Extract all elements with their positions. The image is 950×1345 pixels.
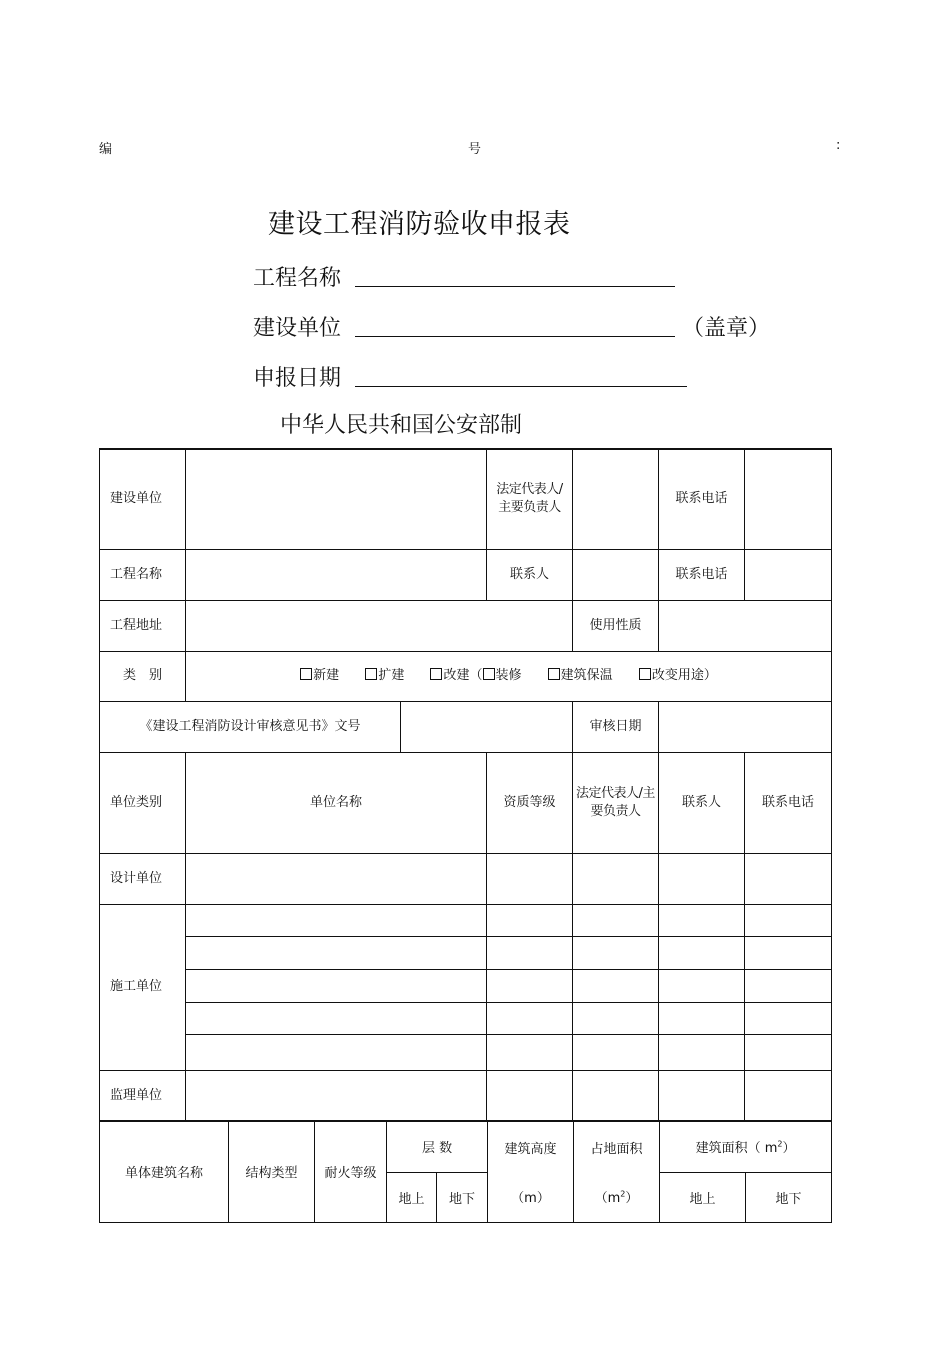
option-label: 建筑保温 <box>560 668 613 683</box>
report-date-label: 申报日期 <box>253 366 342 391</box>
phone-value[interactable] <box>745 449 832 549</box>
floors-above-header: 地上 <box>387 1172 437 1222</box>
serial-label-char-2: 号 <box>468 142 482 157</box>
checkbox-icon <box>300 668 312 680</box>
phone-value-2[interactable] <box>745 549 832 600</box>
design-unit-label: 设计单位 <box>100 853 186 904</box>
option-change-use[interactable] <box>639 668 717 683</box>
project-name-line[interactable] <box>355 286 675 287</box>
option-label: 装修 <box>495 668 522 683</box>
supervision-unit-rep[interactable] <box>573 1070 659 1121</box>
contact-value[interactable] <box>573 549 659 600</box>
table-row <box>100 904 832 936</box>
stamp-note: （盖章） <box>682 316 771 341</box>
unit-rep-header <box>573 752 659 853</box>
legal-rep-line2: 主要负责人 <box>498 500 561 516</box>
table-row <box>100 651 832 701</box>
project-address-label: 工程地址 <box>100 600 186 651</box>
table-row <box>100 853 832 904</box>
option-label: 新建 <box>313 668 340 683</box>
table-row <box>100 701 832 752</box>
legal-rep-label <box>487 449 573 549</box>
checkbox-icon <box>365 668 377 680</box>
fire-rating-header: 耐火等级 <box>315 1121 387 1222</box>
table-row <box>100 1002 832 1034</box>
option-insulation[interactable] <box>548 668 613 683</box>
contact-label: 联系人 <box>487 549 573 600</box>
contractor-rep[interactable] <box>573 1034 659 1070</box>
contractor-phone[interactable] <box>745 1034 832 1070</box>
legal-rep-value[interactable] <box>573 449 659 549</box>
building-area-header <box>660 1121 832 1172</box>
checkbox-icon <box>548 668 560 680</box>
unit-name-header: 单位名称 <box>186 752 487 853</box>
category-label: 类 别 <box>100 651 186 701</box>
floors-below-header: 地下 <box>437 1172 488 1222</box>
contractor-contact[interactable] <box>659 969 745 1002</box>
report-date-line[interactable] <box>355 386 687 387</box>
building-area-close: ） <box>782 1141 796 1157</box>
supervision-unit-name[interactable] <box>186 1070 487 1121</box>
project-name-cell-label: 工程名称 <box>100 549 186 600</box>
supervision-unit-contact[interactable] <box>659 1070 745 1121</box>
contractor-rep[interactable] <box>573 1002 659 1034</box>
design-unit-phone[interactable] <box>745 853 832 904</box>
construction-unit-label: 建设单位 <box>253 316 342 341</box>
contractor-name[interactable] <box>186 1002 487 1034</box>
unit-rep-line1: 法定代表人/主 <box>576 785 655 801</box>
land-area-header: 占地面积 <box>574 1121 660 1172</box>
area-below-header: 地下 <box>746 1172 832 1222</box>
supervision-unit-grade[interactable] <box>487 1070 573 1121</box>
table-row <box>100 752 832 853</box>
contractor-grade[interactable] <box>487 936 573 969</box>
usage-nature-label: 使用性质 <box>573 600 659 651</box>
table-row <box>100 600 832 651</box>
table-row <box>100 969 832 1002</box>
category-options <box>186 651 832 701</box>
checkbox-icon <box>639 668 651 680</box>
phone-label-2: 联系电话 <box>659 549 745 600</box>
project-address-value[interactable] <box>186 600 573 651</box>
building-name-header: 单体建筑名称 <box>100 1121 229 1222</box>
design-unit-rep[interactable] <box>573 853 659 904</box>
contractor-phone[interactable] <box>745 904 832 936</box>
design-unit-grade[interactable] <box>487 853 573 904</box>
contractor-rep[interactable] <box>573 904 659 936</box>
table-row <box>100 549 832 600</box>
contractor-grade[interactable] <box>487 904 573 936</box>
unit-rep-line2: 要负责人 <box>590 803 641 819</box>
table-row <box>100 1121 832 1172</box>
contractor-phone[interactable] <box>745 969 832 1002</box>
contractor-contact[interactable] <box>659 1034 745 1070</box>
supervision-unit-label: 监理单位 <box>100 1070 186 1121</box>
structure-type-header: 结构类型 <box>229 1121 315 1222</box>
contractor-grade[interactable] <box>487 1002 573 1034</box>
serial-label-char-1: 编 <box>99 142 113 157</box>
building-area-text: 建筑面积（ m <box>695 1141 778 1157</box>
contractor-grade[interactable] <box>487 1034 573 1070</box>
form-title: 建设工程消防验收申报表 <box>268 209 571 240</box>
construction-unit-cell-label: 建设单位 <box>100 449 186 549</box>
construction-contractor-label: 施工单位 <box>100 904 186 1070</box>
option-label: 改变用途） <box>651 668 717 683</box>
review-date-label: 审核日期 <box>573 701 659 752</box>
legal-rep-line1: 法定代表人/ <box>496 482 563 498</box>
land-unit-close: ） <box>625 1191 639 1207</box>
contractor-phone[interactable] <box>745 936 832 969</box>
application-form-table <box>99 448 832 1122</box>
review-doc-number-label: 《建设工程消防设计审核意见书》文号 <box>100 701 401 752</box>
review-date-value[interactable] <box>659 701 832 752</box>
area-above-header: 地上 <box>660 1172 746 1222</box>
contractor-name[interactable] <box>186 904 487 936</box>
table-row <box>100 1070 832 1121</box>
supervision-unit-phone[interactable] <box>745 1070 832 1121</box>
unit-type-header: 单位类别 <box>100 752 186 853</box>
height-unit: （m） <box>488 1172 574 1222</box>
table-row <box>100 449 832 549</box>
superscript: 2 <box>620 1189 626 1199</box>
usage-nature-value[interactable] <box>659 600 832 651</box>
design-unit-name[interactable] <box>186 853 487 904</box>
building-height-header: 建筑高度 <box>488 1121 574 1172</box>
land-unit-text: （m <box>594 1191 621 1207</box>
issuer-text: 中华人民共和国公安部制 <box>280 413 523 438</box>
option-rebuild[interactable] <box>430 668 482 683</box>
construction-unit-line[interactable] <box>355 336 675 337</box>
contractor-phone[interactable] <box>745 1002 832 1034</box>
contractor-name[interactable] <box>186 936 487 969</box>
contractor-contact[interactable] <box>659 904 745 936</box>
checkbox-icon <box>430 668 442 680</box>
checkbox-icon <box>483 668 495 680</box>
option-label: 改建（ <box>443 668 483 683</box>
option-decoration[interactable] <box>483 668 522 683</box>
qualification-header: 资质等级 <box>487 752 573 853</box>
table-row <box>100 1034 832 1070</box>
contractor-name[interactable] <box>186 969 487 1002</box>
phone-label: 联系电话 <box>659 449 745 549</box>
contractor-rep[interactable] <box>573 969 659 1002</box>
superscript: 2 <box>777 1139 783 1149</box>
contractor-name[interactable] <box>186 1034 487 1070</box>
building-info-table <box>99 1120 832 1223</box>
design-unit-contact[interactable] <box>659 853 745 904</box>
project-name-value[interactable] <box>186 549 487 600</box>
contractor-rep[interactable] <box>573 936 659 969</box>
unit-phone-header: 联系电话 <box>745 752 832 853</box>
option-expand[interactable] <box>365 668 404 683</box>
unit-contact-header: 联系人 <box>659 752 745 853</box>
option-label: 扩建 <box>378 668 405 683</box>
contractor-grade[interactable] <box>487 969 573 1002</box>
floors-header: 层 数 <box>387 1121 488 1172</box>
table-row <box>100 936 832 969</box>
contractor-contact[interactable] <box>659 936 745 969</box>
construction-unit-value[interactable] <box>186 449 487 549</box>
project-name-label: 工程名称 <box>253 266 342 291</box>
land-area-unit <box>574 1172 660 1222</box>
review-doc-number-value[interactable] <box>401 701 573 752</box>
option-new[interactable] <box>300 668 339 683</box>
serial-label-colon: : <box>836 138 841 153</box>
contractor-contact[interactable] <box>659 1002 745 1034</box>
